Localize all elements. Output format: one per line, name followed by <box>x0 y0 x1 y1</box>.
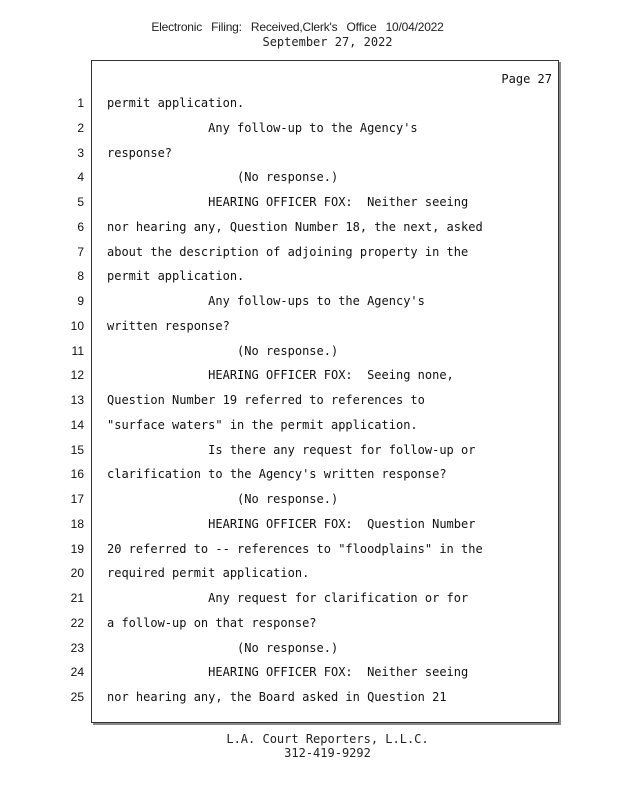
line-text: about the description of adjoining property in the <box>107 244 469 259</box>
transcript-line <box>0 141 618 166</box>
line-text: (No response.) <box>107 170 339 185</box>
line-number: 23 <box>70 640 84 655</box>
line-text: Any follow-up to the Agency's <box>107 120 418 135</box>
line-text: written response? <box>107 318 230 333</box>
line-number: 3 <box>77 145 84 160</box>
line-text: "surface waters" in the permit application. <box>107 417 418 432</box>
transcript-line <box>0 537 618 562</box>
reporter-company: L.A. Court Reporters, L.L.C. <box>226 732 429 746</box>
line-number: 6 <box>77 219 84 234</box>
line-text: nor hearing any, the Board asked in Question 21 <box>107 690 447 704</box>
transcript-line <box>0 512 618 537</box>
line-number: 10 <box>70 318 84 333</box>
line-number: 14 <box>70 417 84 432</box>
line-number: 20 <box>70 566 84 581</box>
transcript-line <box>0 165 618 190</box>
page-number: Page 27 <box>501 72 552 86</box>
line-number: 5 <box>77 195 84 209</box>
transcript-line <box>0 561 618 586</box>
line-text: clarification to the Agency's written response? <box>107 467 447 482</box>
line-text: HEARING OFFICER FOX: Neither seeing <box>107 195 469 209</box>
transcript-line <box>0 487 618 512</box>
line-text: 20 referred to -- references to "floodplains" in the <box>107 541 483 556</box>
transcript-lines <box>0 91 618 710</box>
transcript-line <box>0 685 618 710</box>
line-text: HEARING OFFICER FOX: Neither seeing <box>107 665 469 680</box>
line-text: (No response.) <box>107 640 339 655</box>
line-number: 22 <box>70 615 84 630</box>
transcript-line <box>0 91 618 116</box>
transcript-line <box>0 660 618 685</box>
transcript-line <box>0 314 618 339</box>
transcript-line <box>0 636 618 661</box>
line-number: 12 <box>70 368 84 383</box>
transcript-line <box>0 438 618 463</box>
line-text: HEARING OFFICER FOX: Seeing none, <box>107 368 454 383</box>
transcript-date: September 27, 2022 <box>262 35 393 49</box>
filing-stamp: Electronic Filing: Received,Clerk's Office 10/04/2022 <box>151 20 444 34</box>
line-number: 8 <box>77 269 84 284</box>
line-text: (No response.) <box>107 492 339 506</box>
line-number: 7 <box>77 244 84 259</box>
line-text: Any follow-ups to the Agency's <box>107 294 425 308</box>
line-text: permit application. <box>107 96 245 110</box>
transcript-line <box>0 586 618 611</box>
reporter-phone: 312-419-9292 <box>284 746 371 760</box>
transcript-line <box>0 462 618 487</box>
transcript-line <box>0 240 618 265</box>
transcript-line <box>0 215 618 240</box>
transcript-line <box>0 289 618 314</box>
line-text: (No response.) <box>107 343 339 358</box>
line-number: 11 <box>71 343 84 358</box>
transcript-line <box>0 413 618 438</box>
line-number: 4 <box>77 170 84 185</box>
line-number: 16 <box>70 467 84 482</box>
line-text: nor hearing any, Question Number 18, the next, asked <box>107 219 483 234</box>
line-number: 1 <box>77 96 84 110</box>
line-text: Is there any request for follow-up or <box>107 442 476 457</box>
transcript-line <box>0 339 618 364</box>
line-number: 24 <box>70 665 84 680</box>
line-number: 13 <box>70 393 84 407</box>
line-number: 17 <box>70 492 84 506</box>
transcript-line <box>0 363 618 388</box>
line-number: 25 <box>70 690 84 704</box>
transcript-line <box>0 264 618 289</box>
transcript-line <box>0 388 618 413</box>
reporter-footer <box>0 732 618 760</box>
transcript-line <box>0 116 618 141</box>
line-text: required permit application. <box>107 566 310 581</box>
line-number: 9 <box>77 294 84 308</box>
transcript-line <box>0 611 618 636</box>
line-text: a follow-up on that response? <box>107 615 317 630</box>
transcript-line <box>0 190 618 215</box>
line-number: 18 <box>70 516 84 531</box>
line-text: Any request for clarification or for <box>107 591 469 605</box>
line-text: response? <box>107 145 173 160</box>
line-text: Question Number 19 referred to references to <box>107 393 425 407</box>
line-text: HEARING OFFICER FOX: Question Number <box>107 516 476 531</box>
line-number: 2 <box>77 120 84 135</box>
line-text: permit application. <box>107 269 245 284</box>
line-number: 15 <box>70 442 84 457</box>
line-number: 19 <box>70 541 84 556</box>
line-number: 21 <box>70 591 84 605</box>
